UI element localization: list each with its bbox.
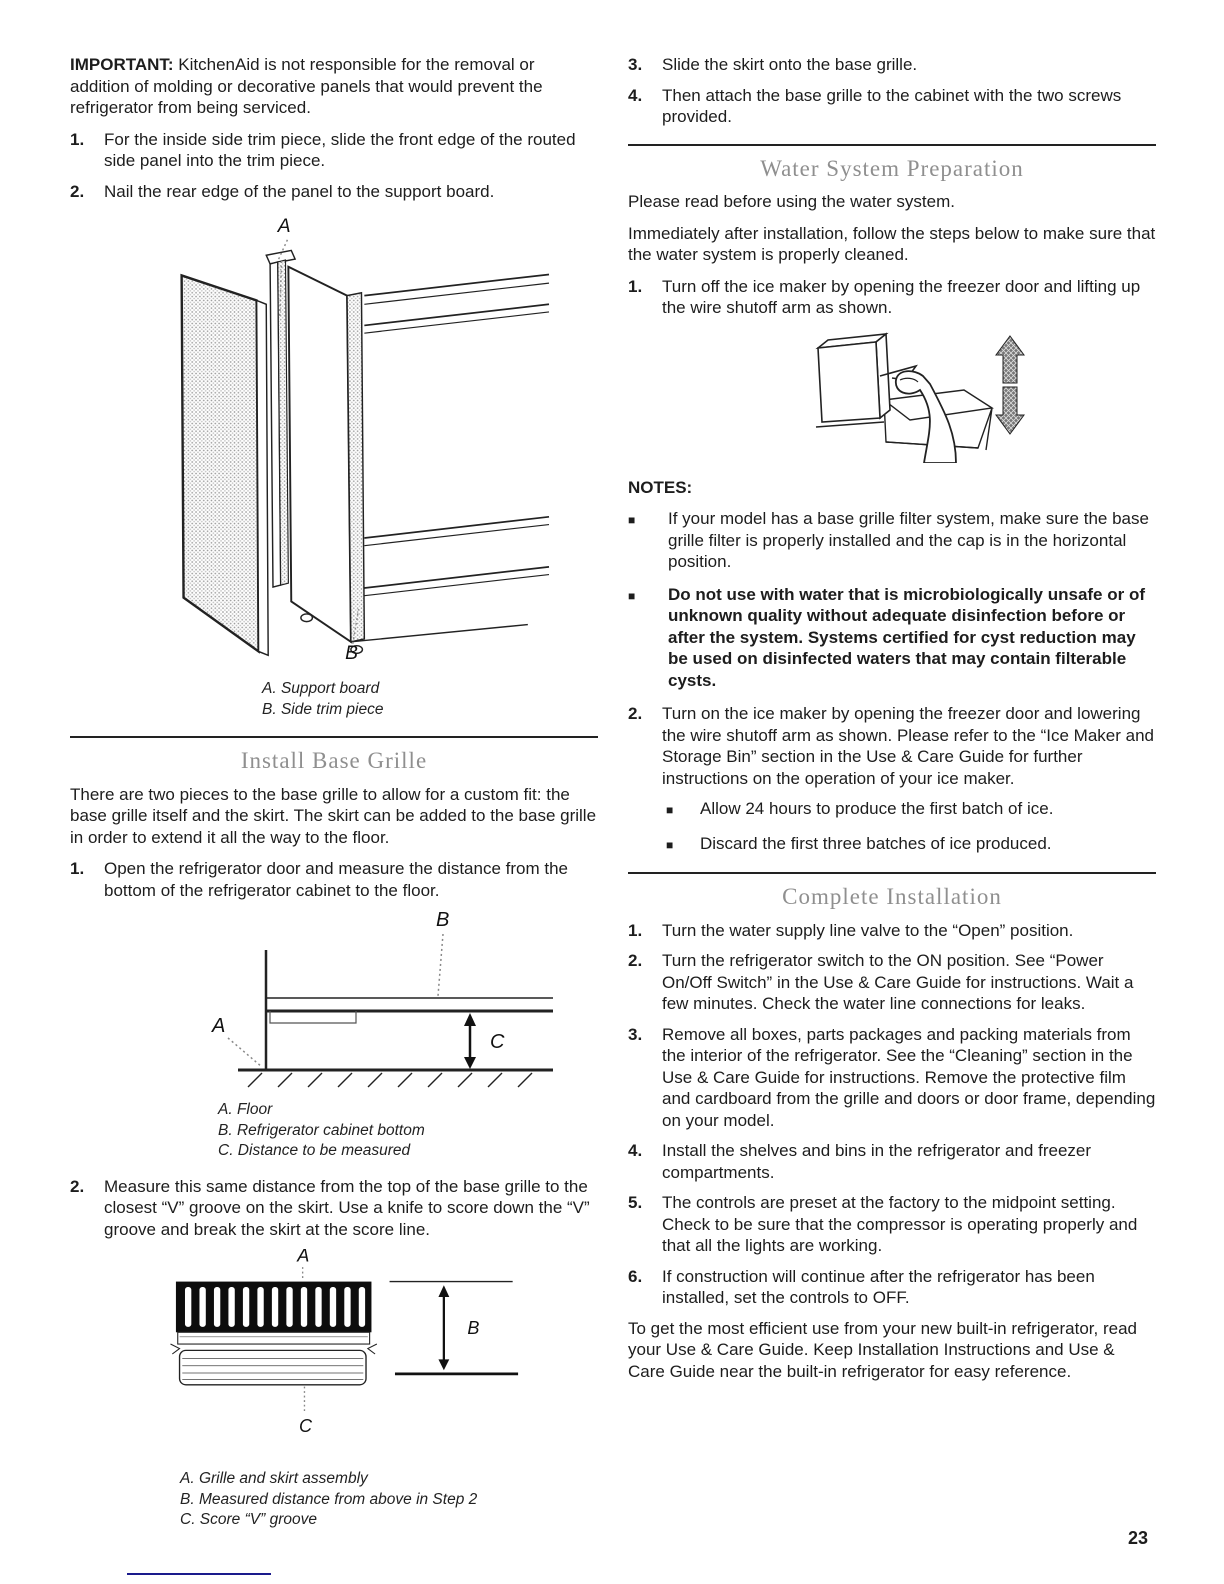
section-divider — [628, 872, 1156, 874]
section-divider — [70, 736, 598, 738]
intro-paragraph: There are two pieces to the base grille to allow for a custom fit: the base grille itself and the skirt. The skirt can be added to the base grille in order to extend it all the way to the floor. — [70, 784, 597, 847]
step-text: For the inside side trim piece, slide the front edge of the routed side panel into the trim piece. — [104, 129, 576, 170]
paragraph: Immediately after installation, follow the steps below to make sure that the water system is properly cleaned. — [628, 223, 1156, 264]
square-bullet-icon: ■ — [628, 513, 636, 527]
sub-bullet-item — [628, 798, 1156, 822]
step-number: 1. — [628, 276, 643, 296]
figure-label-b: B — [345, 643, 358, 663]
step-number: 5. — [628, 1193, 643, 1212]
figure1-captions — [262, 679, 598, 720]
figure2-captions — [218, 1100, 598, 1162]
cabinet-front — [288, 267, 351, 642]
figure-side-trim-illustration — [108, 211, 563, 663]
list-item — [628, 85, 1156, 128]
figure-label-c: C — [490, 1031, 505, 1053]
figure-label-b: B — [467, 1318, 480, 1339]
caption-line: B. Refrigerator cabinet bottom — [218, 1121, 425, 1139]
note-text: If your model has a base grille filter system, make sure the base grille filter is properly installed and the cap is in the horizontal position. — [668, 509, 1149, 571]
step-text: Turn the refrigerator switch to the ON position. See “Power On/Off Switch” in the Use & Care Guide for instructions. Wait a few minutes. Check the water line connections for leaks. — [662, 951, 1134, 1013]
list-item — [628, 920, 1156, 942]
routed-side-panel — [182, 275, 259, 651]
section-divider — [628, 144, 1156, 146]
list-item — [70, 858, 598, 901]
square-bullet-icon: ■ — [628, 588, 636, 603]
caption-line: A. Floor — [218, 1101, 273, 1118]
right-column — [628, 54, 1156, 1392]
step-text: Slide the skirt onto the base grille. — [662, 55, 918, 74]
side-trim-piece — [347, 293, 364, 642]
sub-bullet-text: Discard the first three batches of ice produced. — [700, 833, 1052, 853]
section-heading-complete-installation: Complete Installation — [782, 884, 1002, 909]
step-text: Turn on the ice maker by opening the freezer door and lowering the wire shutoff arm as shown. Please refer to the “Ice Maker and Storage Bin” section in the Use & Care Guide for further instructions on the operation of your ice maker. — [662, 704, 1154, 788]
list-item — [628, 950, 1156, 1015]
step-number: 1. — [628, 920, 643, 940]
note-item — [628, 584, 1156, 692]
footer-underline — [127, 1573, 271, 1575]
step-text: Remove all boxes, parts packages and packing materials from the interior of the refrigerator. See the “Cleaning” section in the Use & Care Guide for instructions. Remove the protective film and cardboard from the grille and doors or door frame, depending on your model. — [662, 1024, 1156, 1130]
list-item — [628, 1140, 1156, 1183]
list-item — [70, 181, 598, 203]
step-text: Turn the water supply line valve to the “Open” position. — [662, 920, 1074, 940]
step-number: 1. — [70, 859, 85, 878]
caption-line: C. Distance to be measured — [218, 1142, 411, 1159]
closing-paragraph: To get the most efficient use from your new built-in refrigerator, read your Use & Care Guide. Keep Installation Instructions and Use & Care Guide near the built-in refrigerator for easy reference. — [628, 1318, 1137, 1381]
left-column — [70, 54, 598, 1531]
step-text: Install the shelves and bins in the refrigerator and freezer compartments. — [662, 1141, 1092, 1182]
step-number: 3. — [628, 55, 643, 74]
list-item — [628, 276, 1156, 319]
notes-heading: NOTES: — [628, 477, 693, 497]
figure-label-a: A — [297, 1249, 310, 1266]
figure-label-a: A — [212, 1015, 226, 1037]
down-arrow-icon — [996, 387, 1024, 434]
list-item — [70, 1176, 598, 1241]
step-number: 1. — [70, 129, 85, 149]
panel-edge — [257, 300, 269, 655]
caption-line: A. Support board — [262, 680, 380, 697]
ice-maker — [816, 334, 890, 427]
square-bullet-icon: ■ — [666, 803, 674, 817]
caption-line: B. Measured distance from above in Step 2 — [180, 1490, 478, 1508]
paragraph: Please read before using the water system. — [628, 192, 955, 211]
note-text: Do not use with water that is microbiologically unsafe or of unknown quality without adequate disinfection before or after the system. Systems certified for cyst reduction may be used on disinfected waters that may contain filterable cysts. — [668, 584, 1146, 690]
step-number: 4. — [628, 85, 643, 105]
step-number: 2. — [628, 704, 643, 723]
figure-ice-maker-shutoff-arm — [796, 328, 1036, 463]
step-number: 2. — [70, 181, 85, 201]
sub-bullet-item — [628, 833, 1156, 857]
list-item — [628, 1192, 1156, 1257]
caption-line: B. Side trim piece — [262, 700, 384, 718]
page-number: 23 — [1128, 1528, 1149, 1548]
figure-label-a: A — [277, 216, 291, 238]
step-number: 4. — [628, 1141, 643, 1160]
important-label: IMPORTANT: — [70, 55, 174, 74]
sub-bullet-text: Allow 24 hours to produce the first batch of ice. — [700, 799, 1054, 818]
step-number: 6. — [628, 1266, 643, 1286]
step-number: 3. — [628, 1024, 643, 1044]
figure-grille-skirt-diagram — [98, 1249, 558, 1459]
step-text: If construction will continue after the refrigerator has been installed, set the controls to OFF. — [662, 1266, 1095, 1307]
important-paragraph — [70, 54, 598, 119]
step-text: Open the refrigerator door and measure the distance from the bottom of the refrigerator cabinet to the floor. — [104, 859, 568, 900]
step-text: Nail the rear edge of the panel to the support board. — [104, 181, 495, 201]
step-number: 2. — [70, 1176, 85, 1196]
figure-label-c: C — [299, 1415, 313, 1436]
figure3-captions — [180, 1469, 598, 1531]
list-item — [628, 1024, 1156, 1132]
note-item — [628, 508, 1156, 573]
square-bullet-icon: ■ — [666, 837, 674, 852]
list-item — [628, 1266, 1156, 1309]
step-text: Then attach the base grille to the cabinet with the two screws provided. — [662, 85, 1122, 126]
figure-floor-distance-diagram — [98, 910, 558, 1090]
important-text: KitchenAid is not responsible for the removal or addition of molding or decorative panels that would prevent the refrigerator from being serviced. — [70, 55, 543, 117]
up-arrow-icon — [996, 336, 1024, 383]
step-number: 2. — [628, 951, 643, 970]
step-text: The controls are preset at the factory to the midpoint setting. Check to be sure that the compressor is operating properly and that all the lights are working. — [662, 1193, 1138, 1255]
list-item — [628, 703, 1156, 789]
step-text: Turn off the ice maker by opening the freezer door and lifting up the wire shutoff arm as shown. — [662, 276, 1141, 317]
figure-label-b: B — [436, 910, 450, 931]
caption-line: C. Score “V” groove — [180, 1511, 317, 1528]
list-item — [628, 54, 1156, 76]
section-heading-install-base-grille: Install Base Grille — [240, 748, 428, 773]
caption-line: A. Grille and skirt assembly — [180, 1470, 368, 1487]
section-heading-water-system: Water System Preparation — [760, 155, 1024, 181]
list-item — [70, 129, 598, 172]
step-text: Measure this same distance from the top of the base grille to the closest “V” groove on the skirt. Use a knife to score down the “V” groove and break the skirt at the score line. — [104, 1176, 590, 1239]
